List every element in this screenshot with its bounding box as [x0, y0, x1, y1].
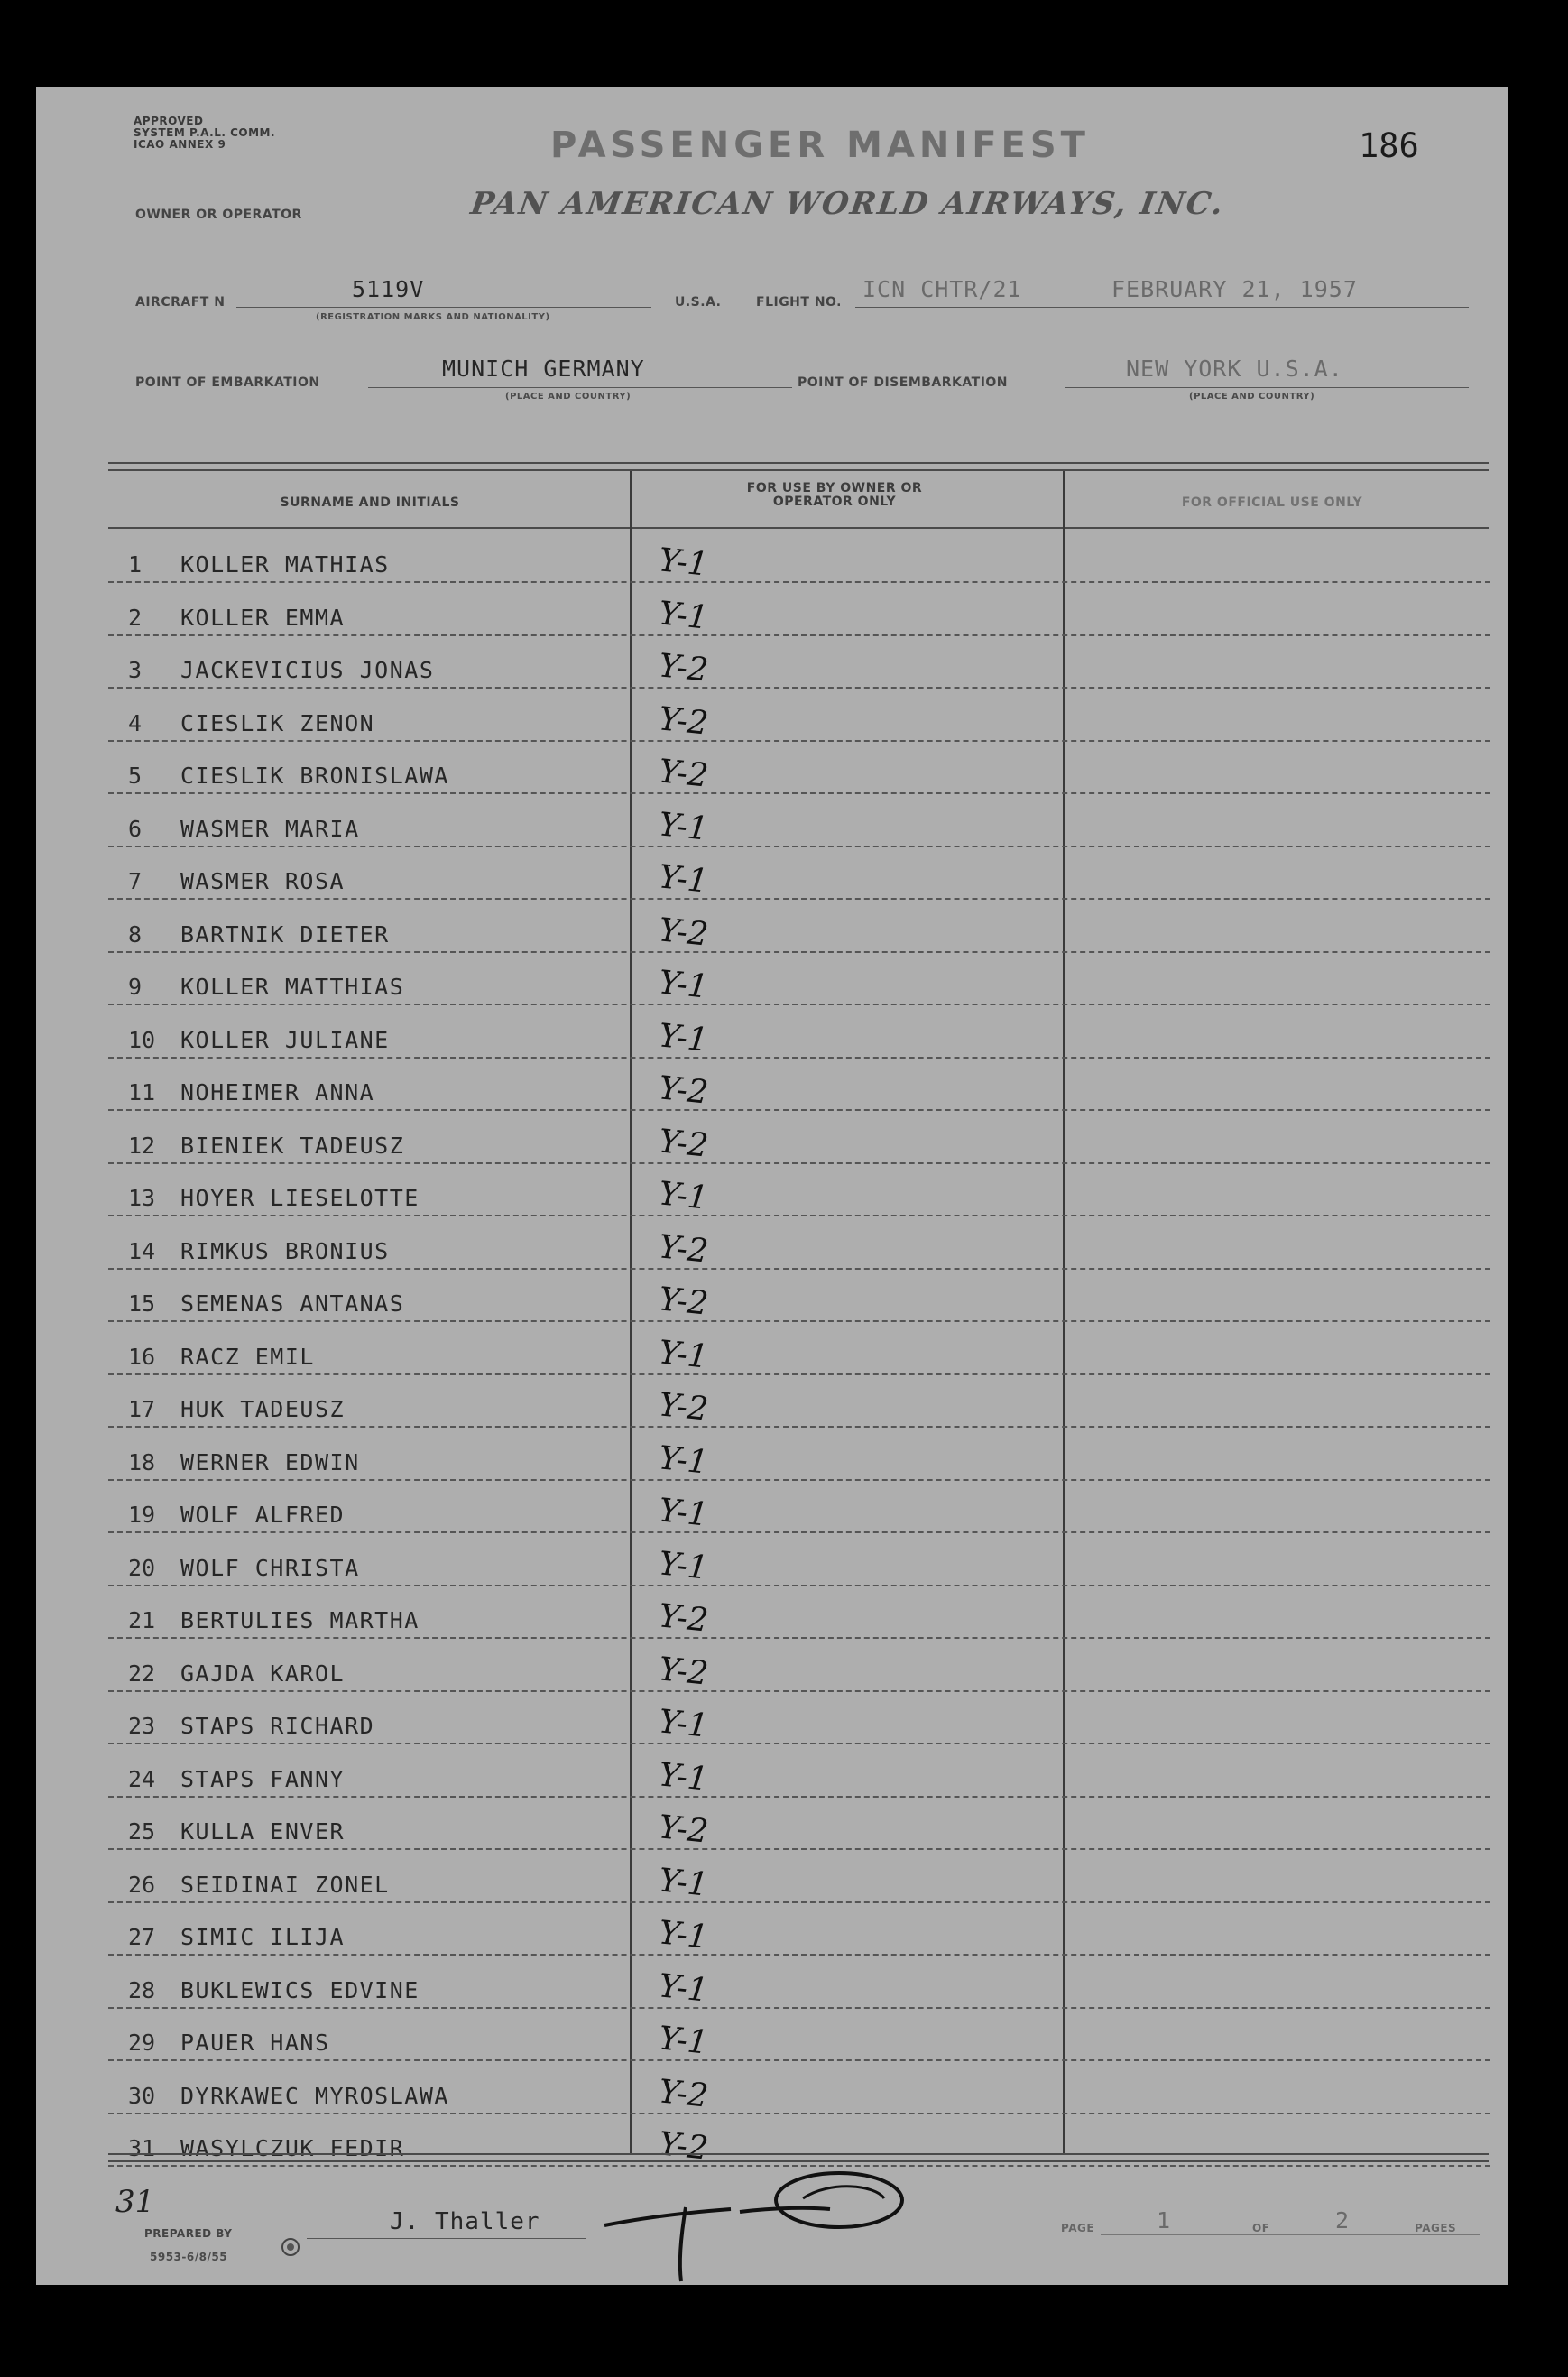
passenger-count-note: 31 — [115, 2184, 155, 2220]
registration-caption: (REGISTRATION MARKS AND NATIONALITY) — [316, 312, 550, 322]
passenger-name: HOYER LIESELOTTE — [180, 1185, 420, 1211]
passenger-name: WOLF CHRISTA — [180, 1555, 360, 1581]
passenger-number: 21 — [128, 1607, 156, 1633]
passenger-number: 24 — [128, 1766, 156, 1792]
class-code: Y-2 — [657, 1281, 710, 1323]
passenger-row — [108, 636, 1490, 689]
passenger-row — [108, 1429, 1490, 1481]
row-rule — [108, 1743, 1490, 1744]
passenger-name: STAPS FANNY — [180, 1766, 346, 1792]
passenger-number: 10 — [128, 1027, 156, 1053]
passenger-row — [108, 1956, 1490, 2009]
passenger-row — [108, 531, 1490, 583]
class-code: Y-1 — [657, 964, 710, 1006]
passenger-row — [108, 953, 1490, 1005]
class-code: Y-1 — [657, 1862, 710, 1904]
of-label: OF — [1252, 2222, 1270, 2234]
passenger-row — [108, 1534, 1490, 1586]
disembarkation-label: POINT OF DISEMBARKATION — [798, 375, 1009, 390]
class-code: Y-2 — [657, 1808, 710, 1851]
form-number: 5953-6/8/55 — [150, 2251, 228, 2263]
class-code: Y-1 — [657, 1703, 710, 1745]
passenger-number: 2 — [128, 605, 143, 631]
embarkation-label: POINT OF EMBARKATION — [135, 375, 320, 390]
passenger-name: JACKEVICIUS JONAS — [180, 657, 435, 683]
passenger-name: WERNER EDWIN — [180, 1449, 360, 1475]
passenger-number: 31 — [128, 2135, 156, 2161]
passenger-number: 26 — [128, 1872, 156, 1898]
row-rule — [108, 1215, 1490, 1216]
passenger-row — [108, 1851, 1490, 1903]
page-current: 1 — [1157, 2207, 1172, 2234]
page-label: PAGE — [1061, 2222, 1095, 2234]
signature-scrawl — [595, 2162, 920, 2289]
row-rule — [108, 1637, 1490, 1639]
passenger-number: 30 — [128, 2083, 156, 2109]
class-code: Y-2 — [657, 1123, 710, 1165]
passenger-row — [108, 901, 1490, 953]
class-code: Y-1 — [657, 1017, 710, 1059]
row-rule — [108, 1320, 1490, 1322]
row-rule — [108, 1426, 1490, 1428]
passenger-number: 19 — [128, 1502, 156, 1528]
passenger-name: SEMENAS ANTANAS — [180, 1290, 405, 1317]
passenger-row — [108, 2009, 1490, 2061]
class-code: Y-1 — [657, 541, 710, 584]
class-code: Y-2 — [657, 1597, 710, 1640]
aircraft-label: AIRCRAFT N — [135, 295, 226, 310]
flight-number: ICN CHTR/21 — [862, 276, 1022, 302]
class-code: Y-1 — [657, 1175, 710, 1217]
passenger-name: BERTULIES MARTHA — [180, 1607, 420, 1633]
row-rule — [108, 2059, 1490, 2061]
passenger-row — [108, 795, 1490, 847]
passenger-row — [108, 1164, 1490, 1216]
class-code: Y-1 — [657, 1967, 710, 2010]
flight-label: FLIGHT NO. — [756, 295, 842, 310]
passenger-name: KULLA ENVER — [180, 1818, 346, 1845]
class-code: Y-1 — [657, 595, 710, 637]
passenger-row — [108, 1640, 1490, 1692]
passenger-name: WASMER ROSA — [180, 868, 346, 894]
row-rule — [108, 687, 1490, 689]
stamp-icon — [280, 2236, 301, 2258]
passenger-name: DYRKAWEC MYROSLAWA — [180, 2083, 449, 2109]
passenger-number: 6 — [128, 816, 143, 842]
passenger-number: 17 — [128, 1396, 156, 1422]
passenger-row — [108, 1270, 1490, 1322]
passenger-row — [108, 1586, 1490, 1639]
passenger-row — [108, 1059, 1490, 1111]
class-code: Y-2 — [657, 1386, 710, 1429]
passenger-name: BUKLEWICS EDVINE — [180, 1977, 420, 2003]
passenger-number: 14 — [128, 1238, 156, 1264]
passenger-name: KOLLER JULIANE — [180, 1027, 390, 1053]
row-rule — [108, 1954, 1490, 1956]
passenger-name: KOLLER EMMA — [180, 605, 346, 631]
sheet-number: 186 — [1359, 126, 1419, 165]
passenger-row — [108, 847, 1490, 900]
page-total: 2 — [1335, 2207, 1351, 2234]
passenger-name: BARTNIK DIETER — [180, 921, 390, 948]
class-code: Y-2 — [657, 911, 710, 954]
passenger-row — [108, 1692, 1490, 1744]
passenger-name: KOLLER MATTHIAS — [180, 974, 405, 1000]
passenger-row — [108, 1112, 1490, 1164]
class-code: Y-1 — [657, 1545, 710, 1587]
passenger-row — [108, 742, 1490, 794]
class-code: Y-2 — [657, 700, 710, 743]
usa-label: U.S.A. — [675, 295, 722, 310]
class-code: Y-1 — [657, 806, 710, 848]
passenger-number: 4 — [128, 710, 143, 736]
passenger-row — [108, 2062, 1490, 2114]
passenger-row — [108, 584, 1490, 636]
approval-stamp: APPROVED SYSTEM P.A.L. COMM. ICAO ANNEX 9 — [134, 115, 276, 151]
class-code: Y-1 — [657, 1914, 710, 1956]
class-code: Y-2 — [657, 753, 710, 795]
passenger-row — [108, 1217, 1490, 1270]
passenger-name: SEIDINAI ZONEL — [180, 1872, 390, 1898]
class-code: Y-2 — [657, 1228, 710, 1271]
col-header-surname: SURNAME AND INITIALS — [280, 495, 460, 510]
passenger-name: NOHEIMER ANNA — [180, 1079, 375, 1105]
passenger-row — [108, 1323, 1490, 1375]
row-rule — [108, 792, 1490, 794]
prepared-by-name: J. Thaller — [390, 2208, 540, 2235]
passenger-number: 13 — [128, 1185, 156, 1211]
passenger-row — [108, 1375, 1490, 1428]
class-code: Y-2 — [657, 2073, 710, 2115]
passenger-number: 12 — [128, 1133, 156, 1159]
passenger-name: WASYLCZUK FEDIR — [180, 2135, 405, 2161]
passenger-number: 22 — [128, 1660, 156, 1687]
disembarkation-point: NEW YORK U.S.A. — [1126, 356, 1343, 382]
passenger-name: RIMKUS BRONIUS — [180, 1238, 390, 1264]
passenger-number: 11 — [128, 1079, 156, 1105]
passenger-name: SIMIC ILIJA — [180, 1924, 346, 1950]
class-code: Y-1 — [657, 1492, 710, 1534]
class-code: Y-1 — [657, 1756, 710, 1799]
class-code: Y-1 — [657, 1334, 710, 1376]
passenger-number: 8 — [128, 921, 143, 948]
row-rule — [108, 1004, 1490, 1005]
passenger-number: 29 — [128, 2030, 156, 2056]
class-code: Y-1 — [657, 858, 710, 901]
disembarkation-caption: (PLACE AND COUNTRY) — [1189, 392, 1315, 402]
passenger-row — [108, 689, 1490, 742]
passenger-name: STAPS RICHARD — [180, 1713, 375, 1739]
passenger-number: 27 — [128, 1924, 156, 1950]
passenger-name: GAJDA KAROL — [180, 1660, 346, 1687]
passenger-row — [108, 1481, 1490, 1533]
passenger-number: 18 — [128, 1449, 156, 1475]
passenger-row — [108, 1745, 1490, 1798]
passenger-row — [108, 1903, 1490, 1956]
prepared-by-label: PREPARED BY — [144, 2227, 233, 2240]
class-code: Y-1 — [657, 1439, 710, 1482]
class-code: Y-2 — [657, 2125, 710, 2168]
class-code: Y-2 — [657, 1069, 710, 1112]
owner-label: OWNER OR OPERATOR — [135, 208, 302, 222]
passenger-row — [108, 2114, 1490, 2167]
embarkation-caption: (PLACE AND COUNTRY) — [505, 392, 632, 402]
passenger-number: 7 — [128, 868, 143, 894]
passenger-number: 1 — [128, 551, 143, 578]
col-header-official: FOR OFFICIAL USE ONLY — [1181, 495, 1363, 510]
row-rule — [108, 898, 1490, 900]
passenger-row — [108, 1006, 1490, 1059]
col-header-owner: FOR USE BY OWNER OR OPERATOR ONLY — [746, 481, 923, 509]
class-code: Y-1 — [657, 2020, 710, 2062]
passenger-name: WOLF ALFRED — [180, 1502, 346, 1528]
aircraft-registration: 5119V — [352, 276, 425, 302]
passenger-name: RACZ EMIL — [180, 1344, 315, 1370]
passenger-name: PAUER HANS — [180, 2030, 330, 2056]
passenger-number: 28 — [128, 1977, 156, 2003]
passenger-number: 3 — [128, 657, 143, 683]
passenger-name: CIESLIK BRONISLAWA — [180, 763, 449, 789]
passenger-name: BIENIEK TADEUSZ — [180, 1133, 405, 1159]
passenger-number: 23 — [128, 1713, 156, 1739]
passenger-number: 16 — [128, 1344, 156, 1370]
embarkation-point: MUNICH GERMANY — [442, 356, 645, 382]
flight-date: FEBRUARY 21, 1957 — [1111, 276, 1358, 302]
row-rule — [108, 1848, 1490, 1850]
row-rule — [108, 1531, 1490, 1533]
passenger-name: CIESLIK ZENON — [180, 710, 375, 736]
passenger-number: 9 — [128, 974, 143, 1000]
class-code: Y-2 — [657, 647, 710, 689]
passenger-number: 20 — [128, 1555, 156, 1581]
passenger-number: 5 — [128, 763, 143, 789]
row-rule — [108, 581, 1490, 583]
passenger-number: 25 — [128, 1818, 156, 1845]
document-title: PASSENGER MANIFEST — [550, 125, 1090, 166]
passenger-name: KOLLER MATHIAS — [180, 551, 390, 578]
passenger-number: 15 — [128, 1290, 156, 1317]
pages-label: PAGES — [1415, 2222, 1457, 2234]
passenger-name: WASMER MARIA — [180, 816, 360, 842]
operator-name: PAN AMERICAN WORLD AIRWAYS, INC. — [468, 186, 1227, 222]
row-rule — [108, 1109, 1490, 1111]
class-code: Y-2 — [657, 1651, 710, 1693]
passenger-name: HUK TADEUSZ — [180, 1396, 346, 1422]
passenger-row — [108, 1798, 1490, 1850]
